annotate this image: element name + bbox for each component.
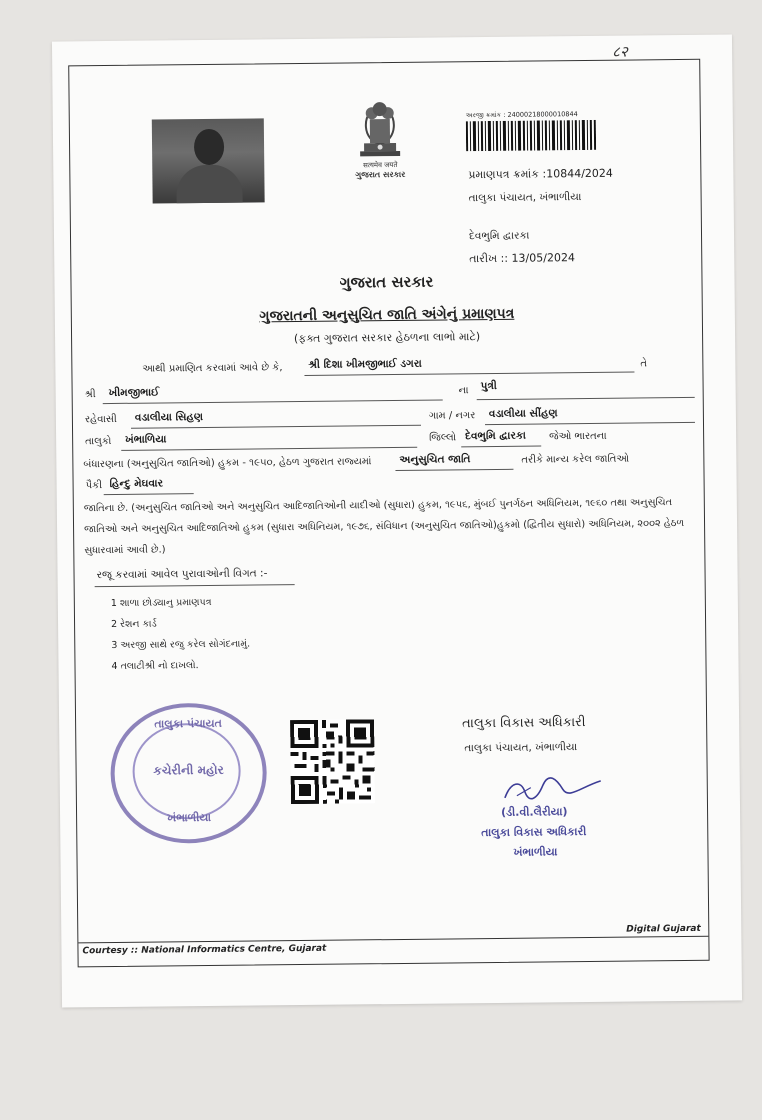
signatory-office: તાલુકા પંચાયત, ખંભાળીયા (464, 741, 578, 755)
seal-top-text: તાલુકા પંચાયત (154, 716, 222, 731)
taluka-label: તાલુકો (85, 435, 112, 448)
qr-code (290, 719, 375, 804)
signatory-place: ખંભાળીયા (513, 845, 558, 859)
certificate-number: પ્રમાણપત્ર ક્રમાંક :10844/2024 (468, 166, 613, 182)
village-value: વડાલીયા સીંહણ (488, 407, 558, 421)
certificate-title: ગુજરાતની અનુસુચિત જાતિ અંગેનું પ્રમાણપત્ર (259, 305, 515, 325)
signatory-name: (ડી.વી.લૈરીયા) (500, 805, 568, 819)
issue-date: તારીખ :: 13/05/2024 (469, 251, 575, 266)
category-value: અનુસુચિત જાતિ (399, 453, 471, 466)
holder-name: શ્રી દિશા ખીમજીભાઈ ડગરા (308, 357, 422, 371)
caste-label: પૈકી (85, 480, 103, 492)
digital-gujarat-label: Digital Gujarat (626, 923, 701, 935)
national-emblem-icon (350, 93, 411, 164)
district-value: દેવભુમિ દ્વારકા (465, 429, 526, 443)
application-number: અરજી ક્રમાંક : 24000218000010844 (465, 110, 578, 120)
signatory-designation: તાલુકા વિકાસ અધિકારી (481, 825, 587, 840)
certify-intro: આથી પ્રમાણિત કરવામાં આવે છે કે, (142, 362, 283, 375)
barcode (466, 120, 596, 151)
seal-middle-text: કચેરીની મહોર (153, 762, 224, 778)
father-label: શ્રી (84, 389, 96, 401)
district-label: જિલ્લો (429, 432, 457, 444)
certificate-paper (52, 34, 742, 1007)
applicant-photo (152, 118, 265, 203)
evidence-item: 2 રેશન કાર્ડ (111, 618, 157, 630)
caste-value: હિન્દુ મેઘવાર (109, 477, 164, 491)
office-seal (110, 702, 267, 844)
taluka-value: ખંભાળિયા (125, 433, 167, 446)
signature (497, 773, 607, 804)
emblem-caption: सत्यमेव जयते ગુજરાત સરકાર (355, 160, 406, 180)
evidence-item: 1 શાળા છોડ્યાનુ પ્રમાણપત્ર (110, 596, 212, 610)
issuing-district: દેવભુમિ દ્વારકા (468, 229, 530, 243)
seal-bottom-text: ખંભાળીયા (167, 810, 212, 825)
relation-label: ના (458, 385, 469, 397)
district-tail: જેઓ ભારતના (549, 430, 607, 443)
evidence-heading: રજૂ કરવામાં આવેલ પુરાવાઓની વિગત :- (96, 567, 268, 582)
village-label: ગામ / નગર (428, 410, 476, 422)
certify-suffix: તે (640, 358, 648, 370)
legal-paragraph: જાતિના છે. (અનુસુચિત જાતિઓ અને અનુસુચિત આદિજાતિઓની યાદીઓ (સુધારા) હુકમ, ૧૯૫૬, મુંબઈ પુનર્ગઠન અધિનિયમ, ૧૯૬૦ તથા અનુસુચિત જાતિઓ અને અનુસુચિત આદિજાતિઓ હુકમ (સુધારા અધિનિયમ, ૧૯૭૬, સંવિધાન (અનુસુચિત જાતિઓ)હુકમો (દ્વિતીય સુધારો) અધિનિયમ, ૨૦૦૨ હેઠળ સુધારવામાં આવી છે.) (83, 497, 685, 557)
relation-value: પુત્રી (480, 379, 497, 393)
government-heading: ગુજરાત સરકાર (339, 272, 434, 292)
father-name: ખીમજીભાઈ (108, 386, 160, 400)
signatory-title: તાલુકા વિકાસ અધિકારી (462, 715, 586, 732)
handwritten-note: ८२ (612, 42, 628, 61)
issuing-office: તાલુકા પંચાયત, ખંભાળીયા (468, 191, 582, 205)
evidence-item: 3 અરજી સાથે રજુ કરેલ સોગંદનામું. (111, 638, 251, 651)
courtesy-footer: Courtesy :: National Informatics Centre, Gujarat (82, 943, 327, 957)
constitution-text: બંધારણના (અનુસુચિત જાતિઓ) હુકમ - ૧૯૫૦, હેઠળ ગુજરાત રાજ્યમાં (83, 456, 372, 471)
certificate-frame (68, 59, 709, 968)
residence-label: રહેવાસી (84, 413, 117, 426)
residence-value: વડાલીયા સિહણ (134, 411, 204, 424)
certificate-subtitle: (ફક્ત ગુજરાત સરકાર હેઠળના લાભો માટે) (293, 330, 481, 346)
evidence-item: 4 તલાટીશ્રી નો દાખલો. (111, 660, 199, 672)
constitution-tail: તરીકે માન્ય કરેલ જાતિઓ (521, 453, 630, 466)
